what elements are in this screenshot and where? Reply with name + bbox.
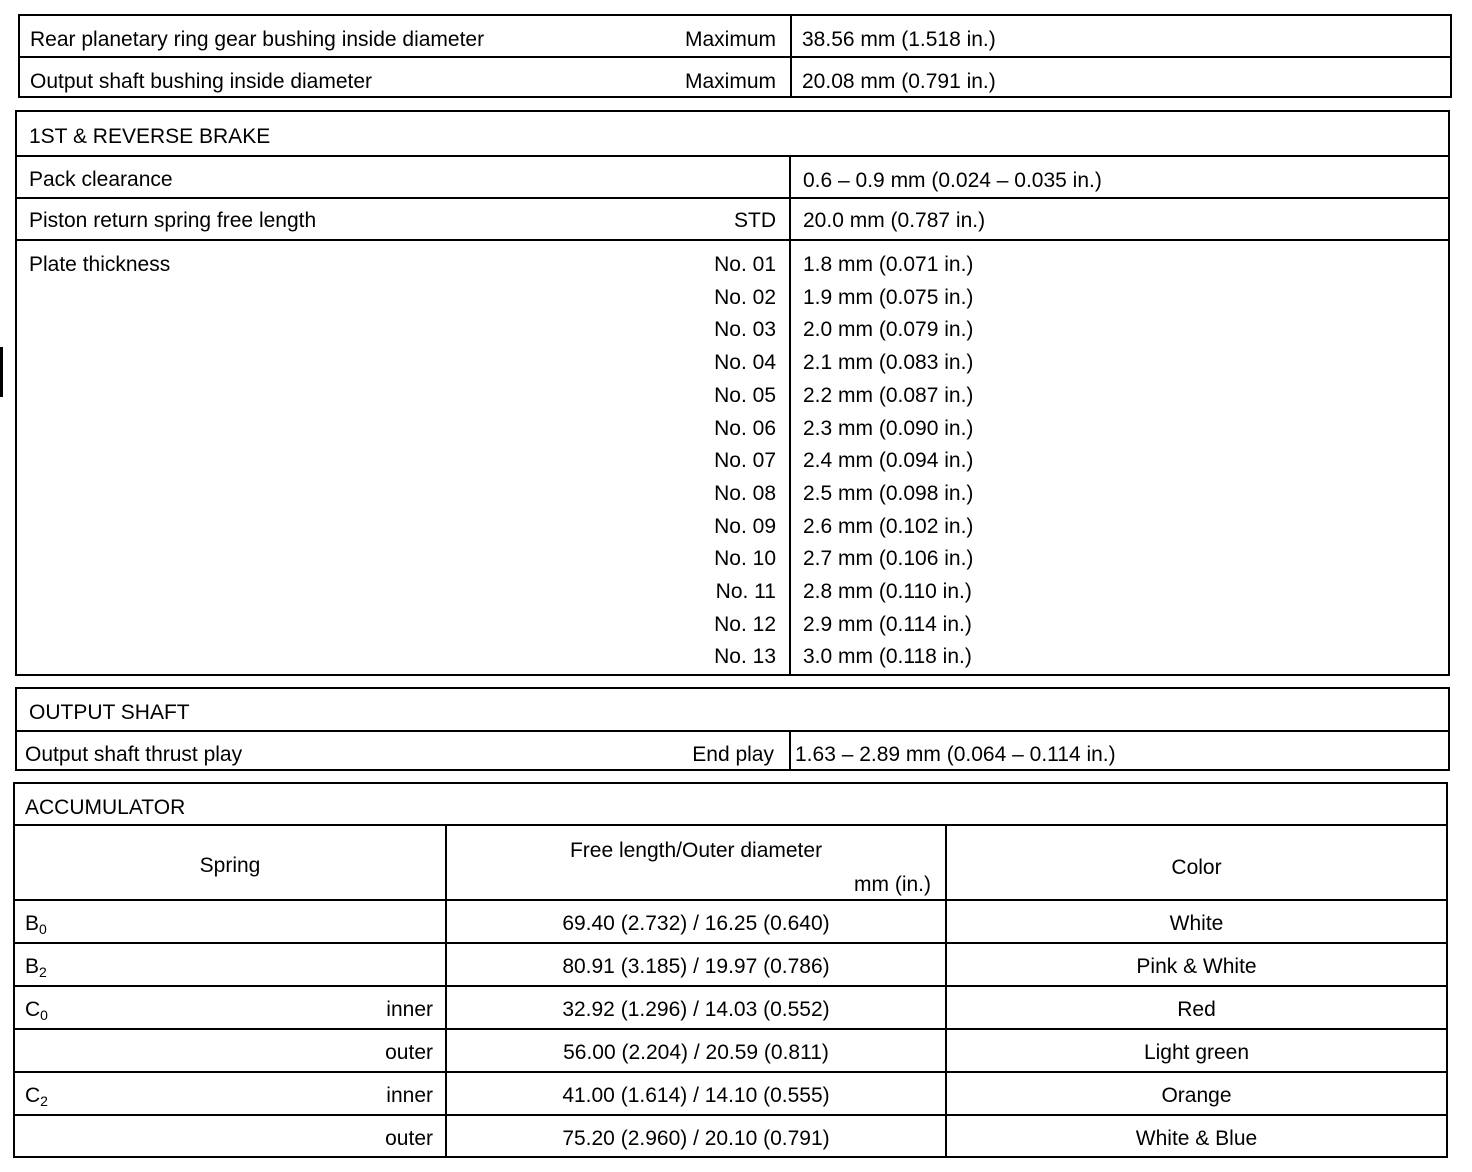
plate-thickness-value: 1.9 mm (0.075 in.) xyxy=(803,286,974,309)
thrust-play-value: 1.63 – 2.89 mm (0.064 – 0.114 in.) xyxy=(795,743,1116,766)
spring-color: Red xyxy=(1177,998,1216,1021)
plate-thickness-value: 2.6 mm (0.102 in.) xyxy=(803,515,974,538)
plate-thickness-value: 2.3 mm (0.090 in.) xyxy=(803,417,974,440)
spring-color: White & Blue xyxy=(1135,1127,1258,1150)
row-divider xyxy=(15,1114,1446,1116)
plate-thickness-value: 3.0 mm (0.118 in.) xyxy=(803,645,972,668)
spring-name: $B_0$ xyxy=(25,912,47,937)
row-divider xyxy=(15,1071,1446,1073)
header-dims: Free length/Outer diameter xyxy=(569,839,823,862)
section-title: 1ST & REVERSE BRAKE xyxy=(29,125,271,148)
thrust-play-label: Output shaft thrust play xyxy=(25,743,243,766)
plate-number: No. 03 xyxy=(714,318,776,341)
row-value: 20.08 mm (0.791 in.) xyxy=(802,70,996,93)
spring-color: Orange xyxy=(1161,1084,1232,1107)
spring-dimensions: 69.40 (2.732) / 16.25 (0.640) xyxy=(562,912,830,935)
spring-dimensions: 75.20 (2.960) / 20.10 (0.791) xyxy=(562,1127,830,1150)
spring-color: Light green xyxy=(1143,1041,1250,1064)
brake-table xyxy=(15,110,1450,676)
plate-number: No. 13 xyxy=(714,645,776,668)
row-divider xyxy=(15,985,1446,987)
accumulator-table xyxy=(13,782,1448,1158)
plate-number: No. 05 xyxy=(714,384,776,407)
thrust-play-qualifier: End play xyxy=(692,743,774,766)
spring-name: $C_2$ xyxy=(25,1084,48,1109)
piston-spring-value: 20.0 mm (0.787 in.) xyxy=(803,209,986,232)
plate-thickness-value: 2.7 mm (0.106 in.) xyxy=(803,547,974,570)
plate-number: No. 07 xyxy=(714,449,776,472)
spring-dimensions: 41.00 (1.614) / 14.10 (0.555) xyxy=(562,1084,830,1107)
spring-dimensions: 32.92 (1.296) / 14.03 (0.552) xyxy=(562,998,830,1021)
bushing-table xyxy=(18,14,1452,98)
pack-clearance-label: Pack clearance xyxy=(29,168,173,191)
header-color: Color xyxy=(1171,856,1222,879)
section-title: OUTPUT SHAFT xyxy=(29,701,190,724)
spring-position: outer xyxy=(385,1127,433,1150)
spring-dimensions: 56.00 (2.204) / 20.59 (0.811) xyxy=(563,1041,829,1064)
plate-number: No. 02 xyxy=(714,286,776,309)
spring-color: Pink & White xyxy=(1136,955,1257,978)
row-value: 38.56 mm (1.518 in.) xyxy=(802,28,996,51)
plate-number: No. 09 xyxy=(714,515,776,538)
spring-position: inner xyxy=(386,1084,433,1107)
spring-color: White xyxy=(1169,912,1224,935)
spring-name: $B_2$ xyxy=(25,955,47,980)
row-label: Output shaft bushing inside diameter xyxy=(30,70,373,93)
plate-thickness-value: 2.9 mm (0.114 in.) xyxy=(803,613,972,636)
plate-thickness-value: 1.8 mm (0.071 in.) xyxy=(803,253,974,276)
output-shaft-table xyxy=(15,687,1450,771)
plate-number: No. 10 xyxy=(714,547,776,570)
pack-clearance-value: 0.6 – 0.9 mm (0.024 – 0.035 in.) xyxy=(803,169,1102,192)
margin-change-bar xyxy=(0,347,3,397)
plate-number: No. 04 xyxy=(714,351,776,374)
plate-number: No. 12 xyxy=(714,613,776,636)
header-spring: Spring xyxy=(199,854,261,877)
row-divider xyxy=(15,1028,1446,1030)
plate-thickness-value: 2.0 mm (0.079 in.) xyxy=(803,318,974,341)
plate-thickness-value: 2.8 mm (0.110 in.) xyxy=(803,580,972,603)
plate-number: No. 01 xyxy=(714,253,776,276)
plate-number: No. 06 xyxy=(714,417,776,440)
row-divider xyxy=(15,942,1446,944)
spring-dimensions: 80.91 (3.185) / 19.97 (0.786) xyxy=(562,955,830,978)
plate-thickness-value: 2.4 mm (0.094 in.) xyxy=(803,449,974,472)
plate-number: No. 11 xyxy=(715,580,776,603)
plate-number: No. 08 xyxy=(714,482,776,505)
piston-spring-qualifier: STD xyxy=(734,209,776,232)
row-qualifier: Maximum xyxy=(684,70,776,93)
spring-position: outer xyxy=(385,1041,433,1064)
row-label: Rear planetary ring gear bushing inside diameter xyxy=(30,28,485,51)
section-title: ACCUMULATOR xyxy=(25,796,186,819)
spring-name: $C_0$ xyxy=(25,998,48,1023)
piston-spring-label: Piston return spring free length xyxy=(29,209,317,232)
plate-thickness-label: Plate thickness xyxy=(29,253,171,276)
plate-thickness-value: 2.2 mm (0.087 in.) xyxy=(803,384,974,407)
plate-thickness-value: 2.1 mm (0.083 in.) xyxy=(803,351,974,374)
header-units: mm (in.) xyxy=(854,873,931,896)
spring-position: inner xyxy=(386,998,433,1021)
plate-thickness-value: 2.5 mm (0.098 in.) xyxy=(803,482,974,505)
row-qualifier: Maximum xyxy=(684,28,776,51)
